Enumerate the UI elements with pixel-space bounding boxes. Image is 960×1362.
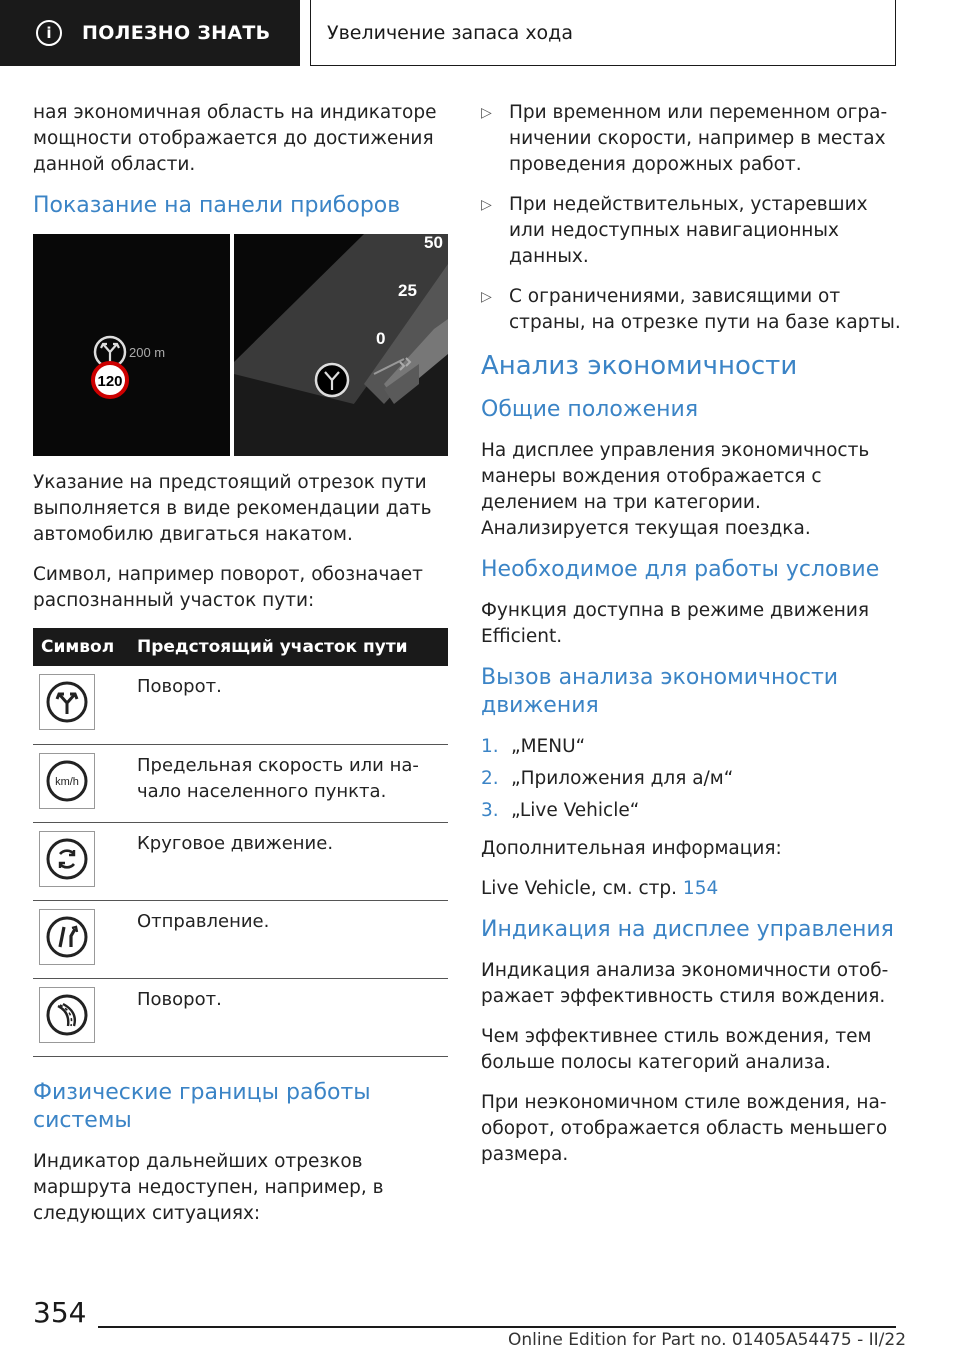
row-text: Поворот. — [129, 978, 448, 1056]
col-symbol: Символ — [33, 628, 129, 666]
info-icon: i — [36, 20, 62, 46]
roundabout-icon — [39, 831, 95, 887]
table-row — [33, 666, 448, 744]
row-text: Поворот. — [129, 666, 448, 744]
heading-analysis: Анализ экономичности — [481, 351, 798, 381]
left-column — [33, 100, 448, 1241]
condition-paragraph: Функция доступна в режиме движения Efficient. — [481, 600, 870, 647]
table-row — [33, 900, 448, 978]
exit-icon — [39, 909, 95, 965]
heading-call: Вызов анализа экономичности движения — [481, 665, 839, 718]
right-column — [481, 100, 901, 1182]
more-info-paragraph: Дополнительная информация: — [481, 838, 782, 859]
scale-50: 50 — [424, 234, 443, 252]
display-paragraph-2: Чем эффективнее стиль вождения, тем больше полосы категорий анализа. — [481, 1026, 872, 1073]
svg-text:km/h: km/h — [55, 775, 79, 788]
intro-paragraph: ная экономичная область на индикаторе мощности отображается до достижения данной области. — [33, 102, 437, 175]
col-section: Предстоящий участок пути — [129, 628, 448, 666]
triangle-bullet-icon: ▷ — [481, 105, 492, 121]
footer-divider — [98, 1326, 896, 1328]
instrument-cluster-figure — [33, 234, 448, 456]
heading-panel: Показание на панели приборов — [33, 193, 401, 218]
list-item: 2. „Приложения для а/м“ — [481, 768, 734, 789]
distance-label: 200 m — [129, 345, 166, 360]
limits-paragraph: Индикатор дальнейших отрезков маршрута недоступен, например, в следующих ситуациях: — [33, 1150, 384, 1224]
edition-note: Online Edition for Part no. 01405A54475 - II/22 — [508, 1330, 907, 1350]
figure-right-panel — [234, 234, 448, 456]
list-item: ▷ При временном или переменном ограничении скорости, например в местах проведения дорожных работ. — [481, 100, 901, 178]
heading-general: Общие положения — [481, 397, 699, 422]
table-row — [33, 744, 448, 822]
turn-fork-icon — [39, 674, 95, 730]
section-label: ПОЛЕЗНО ЗНАТЬ — [82, 22, 271, 44]
triangle-bullet-icon: ▷ — [481, 289, 492, 305]
list-item: ▷ При недействительных, устаревших или недоступных навигационных данных. — [481, 192, 901, 270]
table-row — [33, 822, 448, 900]
hint-paragraph: Указание на предстоящий отрезок пути выполняется в виде рекомендации дать автомобилю двигаться накатом. — [33, 472, 432, 545]
heading-display: Индикация на дисплее управления — [481, 917, 894, 942]
scale-25: 25 — [398, 281, 417, 300]
display-paragraph-3: При неэкономичном стиле вождения, наоборот, отображается область меньшего размера. — [481, 1092, 888, 1165]
curve-road-icon — [39, 987, 95, 1043]
list-item: 1. „MENU“ — [481, 736, 586, 757]
section-tab — [0, 0, 300, 66]
row-text: Предельная скорость или начало населенного пункта. — [129, 744, 448, 822]
heading-limits: Физические границы работы системы — [33, 1079, 371, 1133]
triangle-bullet-icon: ▷ — [481, 197, 492, 213]
row-text: Круговое движение. — [129, 822, 448, 900]
list-item: ▷ С ограничениями, зависящими от страны, на отрезке пути на базе карты. — [481, 284, 901, 336]
reference-paragraph: Live Vehicle, см. стр. 154 — [481, 878, 719, 899]
page-link[interactable]: 154 — [682, 878, 719, 899]
display-paragraph-1: Индикация анализа экономичности отображает эффективность стиля вождения. — [481, 960, 889, 1007]
symbol-paragraph: Символ, например поворот, обозначает распознанный участок пути: — [33, 564, 423, 611]
row-text: Отправление. — [129, 900, 448, 978]
speed-limit-value: 120 — [97, 373, 123, 390]
general-paragraph: На дисплее управления экономичность манеры вождения отображается с делением на три категории. Анализируется текущая поездка. — [481, 440, 870, 539]
heading-condition: Необходимое для работы условие — [481, 557, 880, 582]
figure-left-panel — [33, 234, 230, 456]
list-item: 3. „Live Vehicle“ — [481, 800, 640, 821]
chapter-title: Увеличение запаса хода — [310, 0, 896, 66]
symbol-table — [33, 628, 448, 1057]
table-row — [33, 978, 448, 1056]
kmh-icon — [39, 753, 95, 809]
scale-0: 0 — [376, 329, 386, 348]
page-number: 354 — [33, 1296, 87, 1329]
